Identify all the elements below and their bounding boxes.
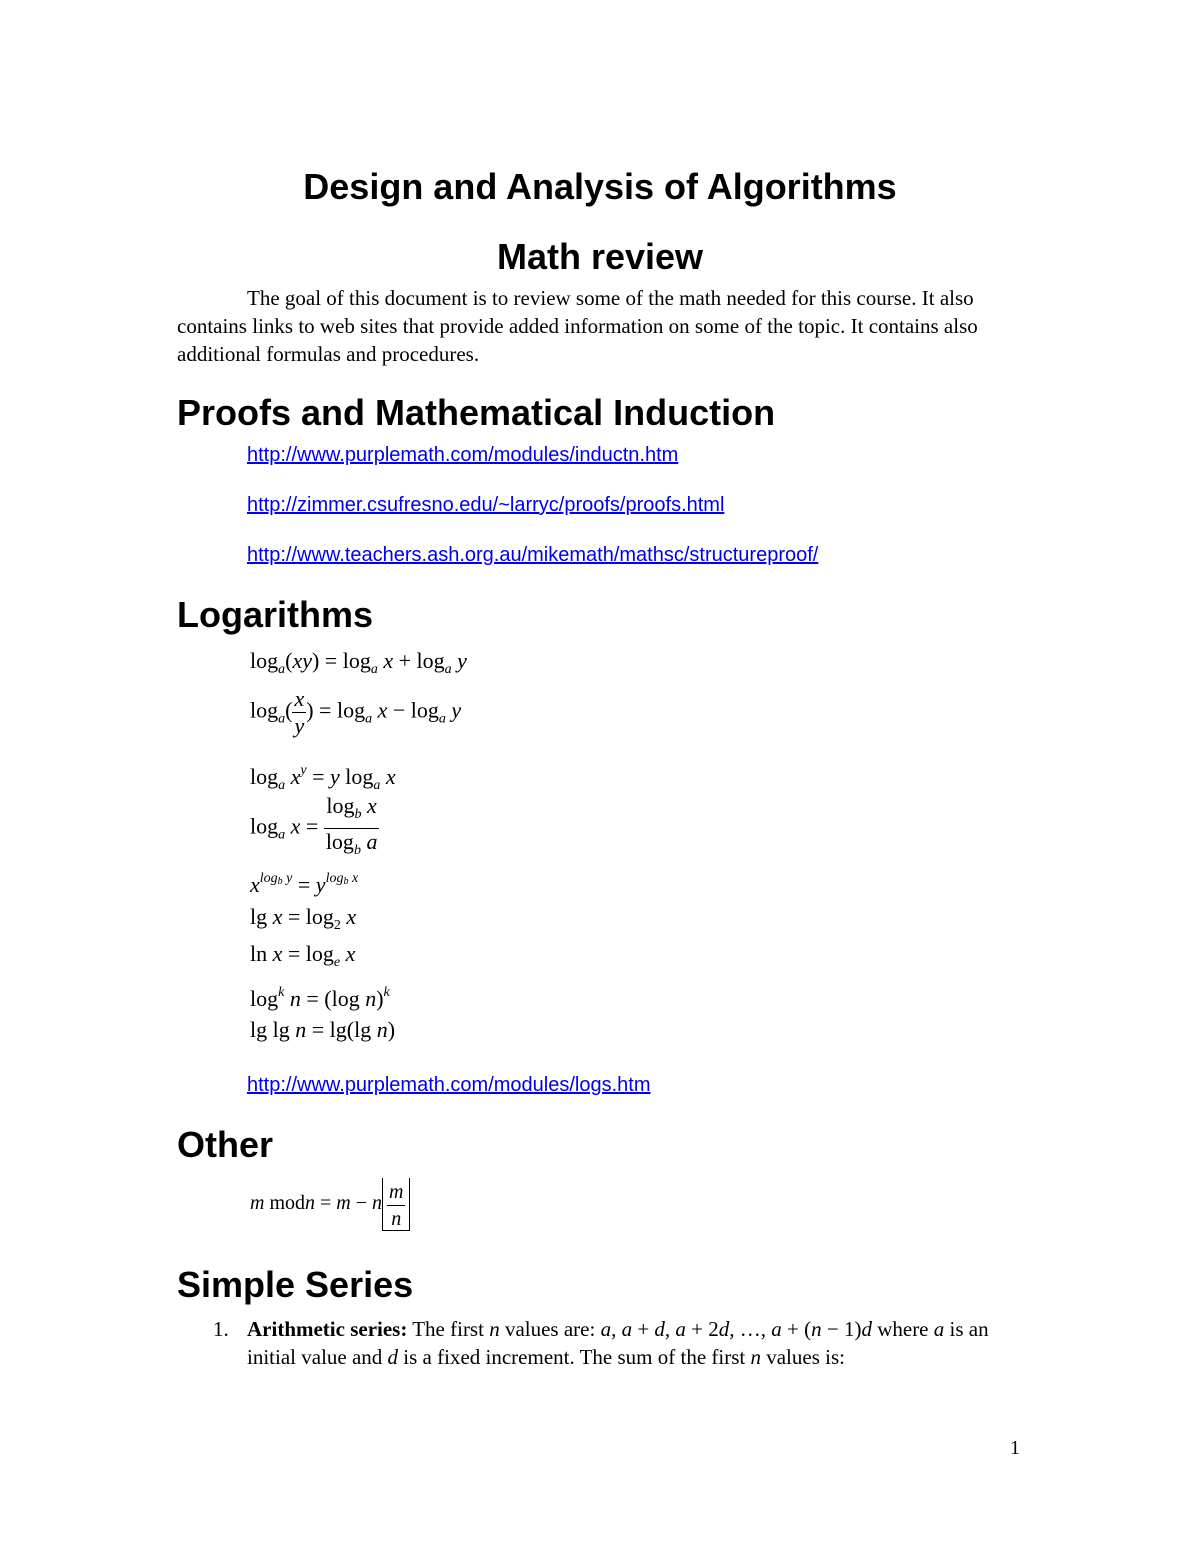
formula-lg-lg: lg lg n = lg(lg n) [250,1017,396,1042]
text-e: is a fixed increment. The sum of the first [398,1345,751,1369]
formula-log-quotient: $\log_a$( $\frac{x}{y}$ ) = $\log_a x - \log_a y$ [250,686,462,738]
heading-other: Other [177,1124,274,1165]
intro-paragraph: The goal of this document is to review some of the math needed for this course. It also contains links to web sites that provide added information on some of the topic. It contains also additional formulas and procedures. [177,286,978,366]
text-b: values are: [499,1317,601,1341]
formula-ln: $\ln x = \log_e x$ [250,941,356,970]
formula-log-power: $\log_a x^y = y$ $\log_a x$ [250,763,396,793]
document-title: Design and Analysis of Algorithms [303,166,897,207]
list-item-arithmetic: Arithmetic series: The first n values are: a, a + d, a + 2d, …, a + (n − 1)d where a is an initial value and d is a fixed increment. The sum of the first n values is: [247,1317,989,1369]
link-structure-proof[interactable]: http://www.teachers.ash.org.au/mikemath/mathsc/structureproof/ [247,544,819,566]
text-f: values is: [760,1345,845,1369]
list-item-number: 1. [213,1317,229,1341]
formula-log-k: $\log^k n = (\log$ n)$^k$ [250,985,390,1011]
formula-change-base: $\log_a x$ = $\frac{\log_b x}{\log_b a}$ [250,793,378,858]
formula-log-product: $\log_a(xy) = \log_a x + \log_a y$ [250,648,467,677]
formula-exp-swap: $x^{log_b y} = y^{log_b x}$ [250,871,359,897]
text-c: where [871,1317,934,1341]
text-d: is an initial value and [247,1317,989,1369]
link-induction[interactable]: http://www.purplemath.com/modules/inductn.htm [247,444,679,466]
text-a: The first [407,1317,490,1341]
heading-logarithms: Logarithms [177,594,374,635]
document-subtitle: Math review [496,236,704,277]
heading-simple-series: Simple Series [177,1264,414,1305]
page-number: 1 [1010,1437,1020,1459]
arithmetic-label: Arithmetic series: [247,1317,408,1341]
link-logs[interactable]: http://www.purplemath.com/modules/logs.htm [247,1074,651,1096]
heading-proofs: Proofs and Mathematical Induction [177,392,776,433]
series-list [213,1315,1033,1371]
link-proofs[interactable]: http://zimmer.csufresno.edu/~larryc/proofs/proofs.html [247,494,725,516]
formula-mod: m modn = m − n $\frac{m}{n}$ [250,1178,410,1231]
formula-lg: $\lg x = \log_2 x$ [250,904,357,933]
